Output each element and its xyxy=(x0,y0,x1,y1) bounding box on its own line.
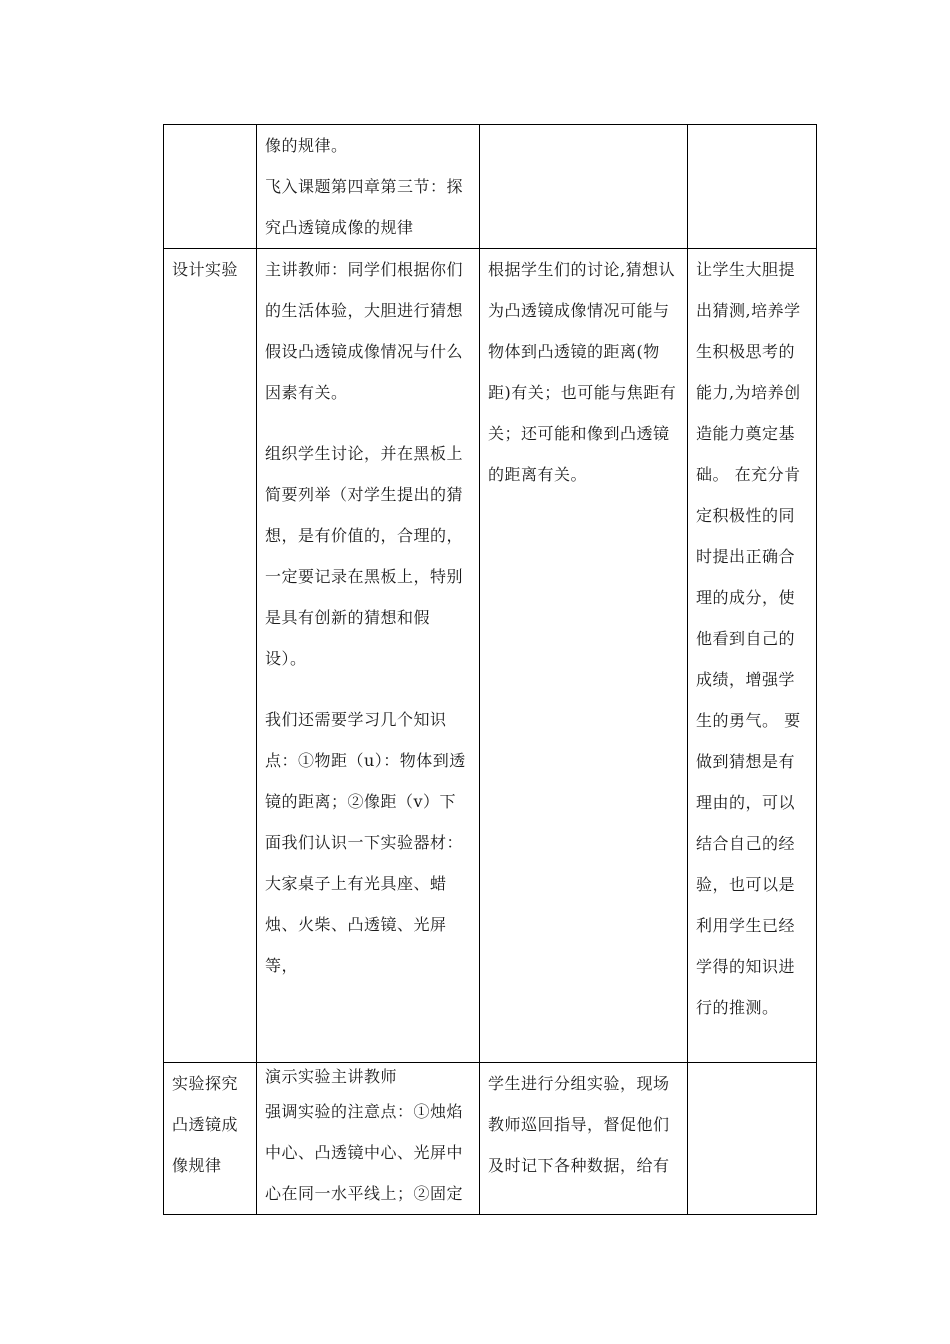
paragraph: 组织学生讨论，并在黑板上简要列举（对学生提出的猜想，是有价值的，合理的，一定要记录在黑板上，特别是具有创新的猜想和假设）。 xyxy=(265,444,464,668)
design-purpose-cell xyxy=(688,1063,817,1215)
student-activity-cell: 学生进行分组实验，现场教师巡回指导，督促他们及时记下各种数据，给有 xyxy=(480,1063,688,1215)
student-activity-cell xyxy=(480,125,688,249)
paragraph-gap xyxy=(265,413,471,433)
teacher-activity-cell xyxy=(257,1063,480,1215)
paragraph: 我们还需要学习几个知识点：①物距（u）：物体到透镜的距离；②像距（v）下面我们认识一下实验器材：大家桌子上有光具座、蜡烛、火柴、凸透镜、光屏等， xyxy=(265,710,466,975)
teacher-activity-cell xyxy=(257,249,480,1063)
paragraph: 飞入课题第四章第三节：探究凸透镜成像的规律 xyxy=(265,177,464,237)
paragraph: 主讲教师：同学们根据你们的生活体验，大胆进行猜想假设凸透镜成像情况与什么因素有关。 xyxy=(265,260,464,402)
paragraph: 演示实验主讲教师 xyxy=(265,1067,398,1086)
stage-cell xyxy=(164,125,257,249)
student-activity-cell: 根据学生们的讨论,猜想认为凸透镜成像情况可能与物体到凸透镜的距离(物距)有关；也可能与焦距有关；还可能和像到凸透镜的距离有关。 xyxy=(480,249,688,1063)
paragraph: 强调实验的注意点：①烛焰中心、凸透镜中心、光屏中心在同一水平线上；②固定 xyxy=(265,1102,464,1203)
table-row xyxy=(164,125,817,249)
design-purpose-cell: 让学生大胆提出猜测,培养学生积极思考的能力,为培养创造能力奠定基础。 在充分肯定积极性的同时提出正确合理的成分，使他看到自己的成绩，增强学生的勇气。 要做到猜想是有理由的，可以结合自己的经验，也可以是利用学生已经学得的知识进行的推测。 xyxy=(688,249,817,1063)
stage-cell: 实验探究凸透镜成像规律 xyxy=(164,1063,257,1215)
table-row xyxy=(164,1063,817,1215)
teacher-activity-cell xyxy=(257,125,480,249)
paragraph-gap xyxy=(265,679,471,699)
lesson-plan-table xyxy=(163,124,817,1215)
design-purpose-cell xyxy=(688,125,817,249)
stage-cell: 设计实验 xyxy=(164,249,257,1063)
paragraph: 像的规律。 xyxy=(265,136,348,155)
table-row xyxy=(164,249,817,1063)
